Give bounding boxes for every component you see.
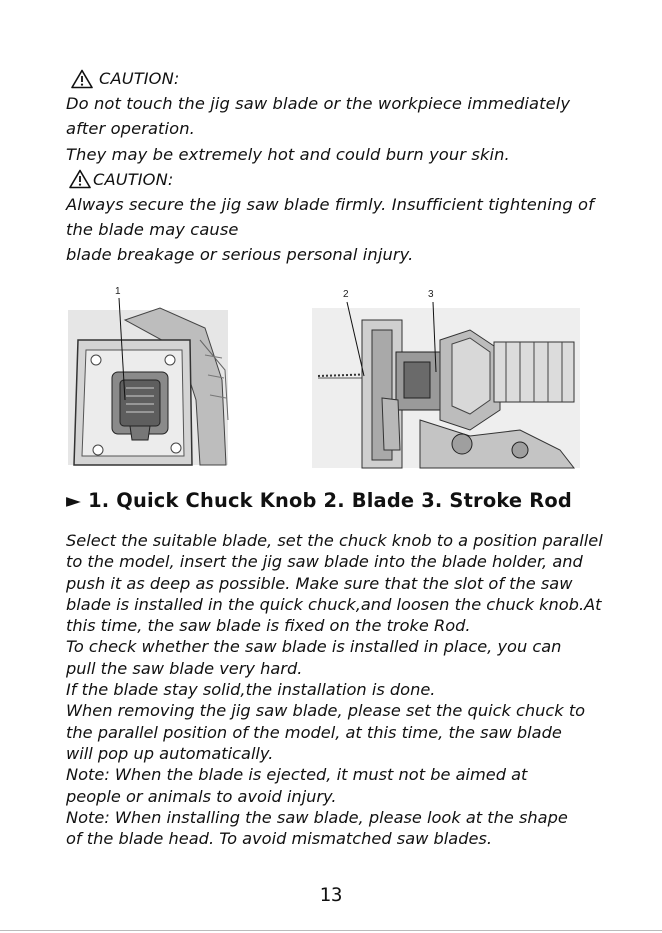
caution-label: CAUTION: [93, 169, 174, 189]
instruction-line: push it as deep as possible. Make sure that the slot of the saw [66, 573, 573, 593]
instruction-line: to the model, insert the jig saw blade into the blade holder, and [66, 552, 583, 572]
instruction-line: people or animals to avoid injury. [66, 786, 337, 806]
caution-text-line: Do not touch the jig saw blade or the workpiece immediately [66, 94, 571, 114]
instruction-line: Note: When installing the saw blade, please look at the shape [66, 807, 568, 827]
instruction-line: Select the suitable blade, set the chuck knob to a position parallel [66, 531, 603, 550]
chuck-side-view-illustration [312, 302, 580, 468]
caution-text-line: the blade may cause [66, 220, 239, 240]
caution-text-line: blade breakage or serious personal injury. [66, 245, 414, 265]
instruction-line: this time, the saw blade is fixed on the troke Rod. [66, 616, 471, 636]
instruction-line: When removing the jig saw blade, please set the quick chuck to [66, 701, 586, 721]
chuck-front-view-illustration [68, 298, 228, 465]
instruction-line: will pop up automatically. [66, 743, 274, 763]
warning-triangle-icon [69, 169, 91, 189]
caution-text-line: They may be extremely hot and could burn your skin. [66, 144, 510, 164]
caution-text-line: Always secure the jig saw blade firmly. Insufficient tightening of [66, 195, 594, 215]
jig-saw-illustrations [0, 280, 662, 470]
caution-label: CAUTION: [99, 69, 180, 88]
instruction-line: the parallel position of the model, at this time, the saw blade [66, 722, 562, 742]
caution-section [66, 66, 646, 268]
caution-heading [66, 66, 646, 91]
callout-number-2: 2 [343, 289, 349, 300]
page-number: 13 [319, 884, 343, 906]
section-heading: ► 1. Quick Chuck Knob 2. Blade 3. Stroke Rod [66, 489, 572, 512]
instruction-line: Note: When the blade is ejected, it must not be aimed at [66, 765, 528, 785]
instruction-line: To check whether the saw blade is installed in place, you can [66, 637, 562, 657]
caution-heading [66, 167, 646, 192]
bottom-divider [0, 930, 662, 931]
instruction-line: of the blade head. To avoid mismatched saw blades. [66, 829, 493, 849]
instruction-line: pull the saw blade very hard. [66, 658, 303, 678]
callout-number-1: 1 [115, 286, 121, 297]
instructions-text [66, 530, 656, 849]
instruction-line: If the blade stay solid,the installation is done. [66, 680, 436, 700]
instruction-line: blade is installed in the quick chuck,and loosen the chuck knob.At [66, 594, 602, 614]
warning-triangle-icon [71, 69, 93, 89]
caution-text-line: after operation. [66, 119, 195, 139]
callout-number-3: 3 [428, 289, 434, 300]
